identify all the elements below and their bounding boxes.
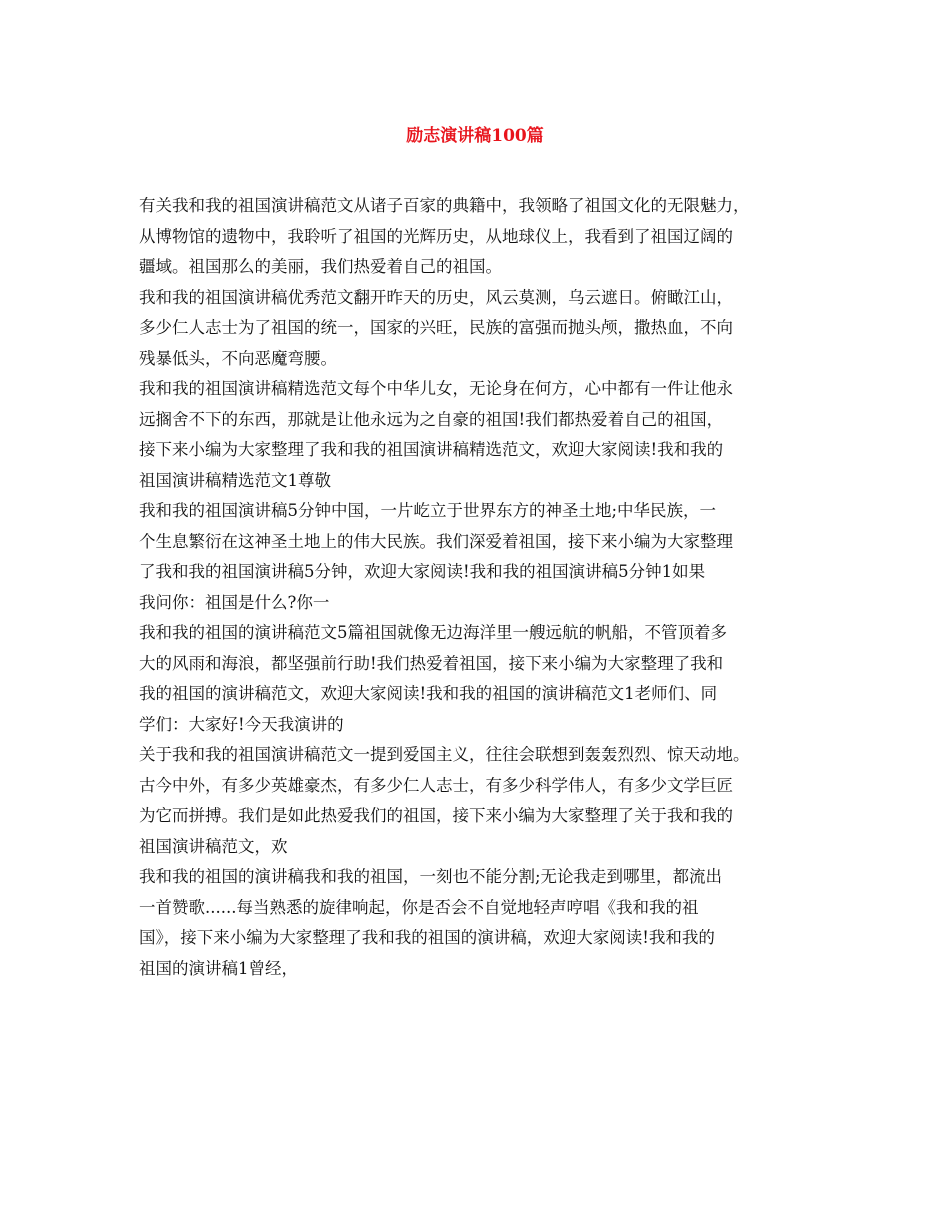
document-title: 励志演讲稿100篇 [406,126,544,146]
text-line: 远搁舍不下的东西，那就是让他永远为之自豪的祖国!我们都热爱着自己的祖国， [139,409,724,429]
text-line: 残暴低头，不向恶魔弯腰。 [139,348,337,368]
text-line: 我问你：祖国是什么?你一 [139,592,330,612]
text-line: 祖国演讲稿精选范文1尊敬 [139,470,331,490]
text-line: 我和我的祖国的演讲稿范文5篇祖国就像无边海洋里一艘远航的帆船，不管顶着多 [139,623,727,642]
text-line: 关于我和我的祖国演讲稿范文一提到爱国主义，往往会联想到轰轰烈烈、惊天动地。 [139,745,750,764]
text-line: 我和我的祖国演讲稿优秀范文翻开昨天的历史，风云莫测，乌云遮日。俯瞰江山， [139,287,733,307]
paragraph [139,191,829,283]
text-line: 疆域。祖国那么的美丽，我们热爱着自己的祖国。 [139,257,502,276]
text-line: 我的祖国的演讲稿范文，欢迎大家阅读!我和我的祖国的演讲稿范文1老师们、同 [139,684,718,703]
text-line: 从博物馆的遗物中，我聆听了祖国的光辉历史，从地球仪上，我看到了祖国辽阔的 [139,226,733,246]
text-line: 大的风雨和海浪，都坚强前行助!我们热爱着祖国，接下来小编为大家整理了我和 [139,653,724,673]
text-line: 了我和我的祖国演讲稿5分钟，欢迎大家阅读!我和我的祖国演讲稿5分钟1如果 [139,562,706,581]
text-line: 有关我和我的祖国演讲稿范文从诸子百家的典籍中，我领略了祖国文化的无限魅力， [139,196,750,215]
text-line: 我和我的祖国的演讲稿我和我的祖国，一刻也不能分割;无论我走到哪里，都流出 [139,867,723,886]
text-line: 古今中外，有多少英雄豪杰，有多少仁人志士，有多少科学伟人，有多少文学巨匠 [139,775,733,795]
paragraph [139,283,829,375]
text-line: 为它而拼搏。我们是如此热爱我们的祖国，接下来小编为大家整理了关于我和我的 [139,806,733,825]
text-line: 祖国演讲稿范文，欢 [139,836,288,856]
paragraph [139,618,829,740]
text-line: 一首赞歌......每当熟悉的旋律响起，你是否会不自觉地轻声哼唱《我和我的祖 [139,897,699,917]
document-body [139,191,829,984]
paragraph [139,862,829,984]
text-line: 祖国的演讲稿1曾经， [139,958,298,978]
text-line: 我和我的祖国演讲稿精选范文每个中华儿女，无论身在何方，心中都有一件让他永 [139,379,733,398]
text-line: 接下来小编为大家整理了我和我的祖国演讲稿精选范文，欢迎大家阅读!我和我的 [139,440,724,459]
text-line: 多少仁人志士为了祖国的统一，国家的兴旺，民族的富强而抛头颅，撒热血，不向 [139,318,733,337]
text-line: 国》，接下来小编为大家整理了我和我的祖国的演讲稿，欢迎大家阅读!我和我的 [139,928,715,947]
text-line: 个生息繁衍在这神圣土地上的伟大民族。我们深爱着祖国，接下来小编为大家整理 [139,531,733,551]
text-line: 学们：大家好!今天我演讲的 [139,714,344,734]
paragraph [139,496,829,618]
paragraph [139,740,829,862]
paragraph [139,374,829,496]
text-line: 我和我的祖国演讲稿5分钟中国，一片屹立于世界东方的神圣土地;中华民族，一 [139,501,717,520]
